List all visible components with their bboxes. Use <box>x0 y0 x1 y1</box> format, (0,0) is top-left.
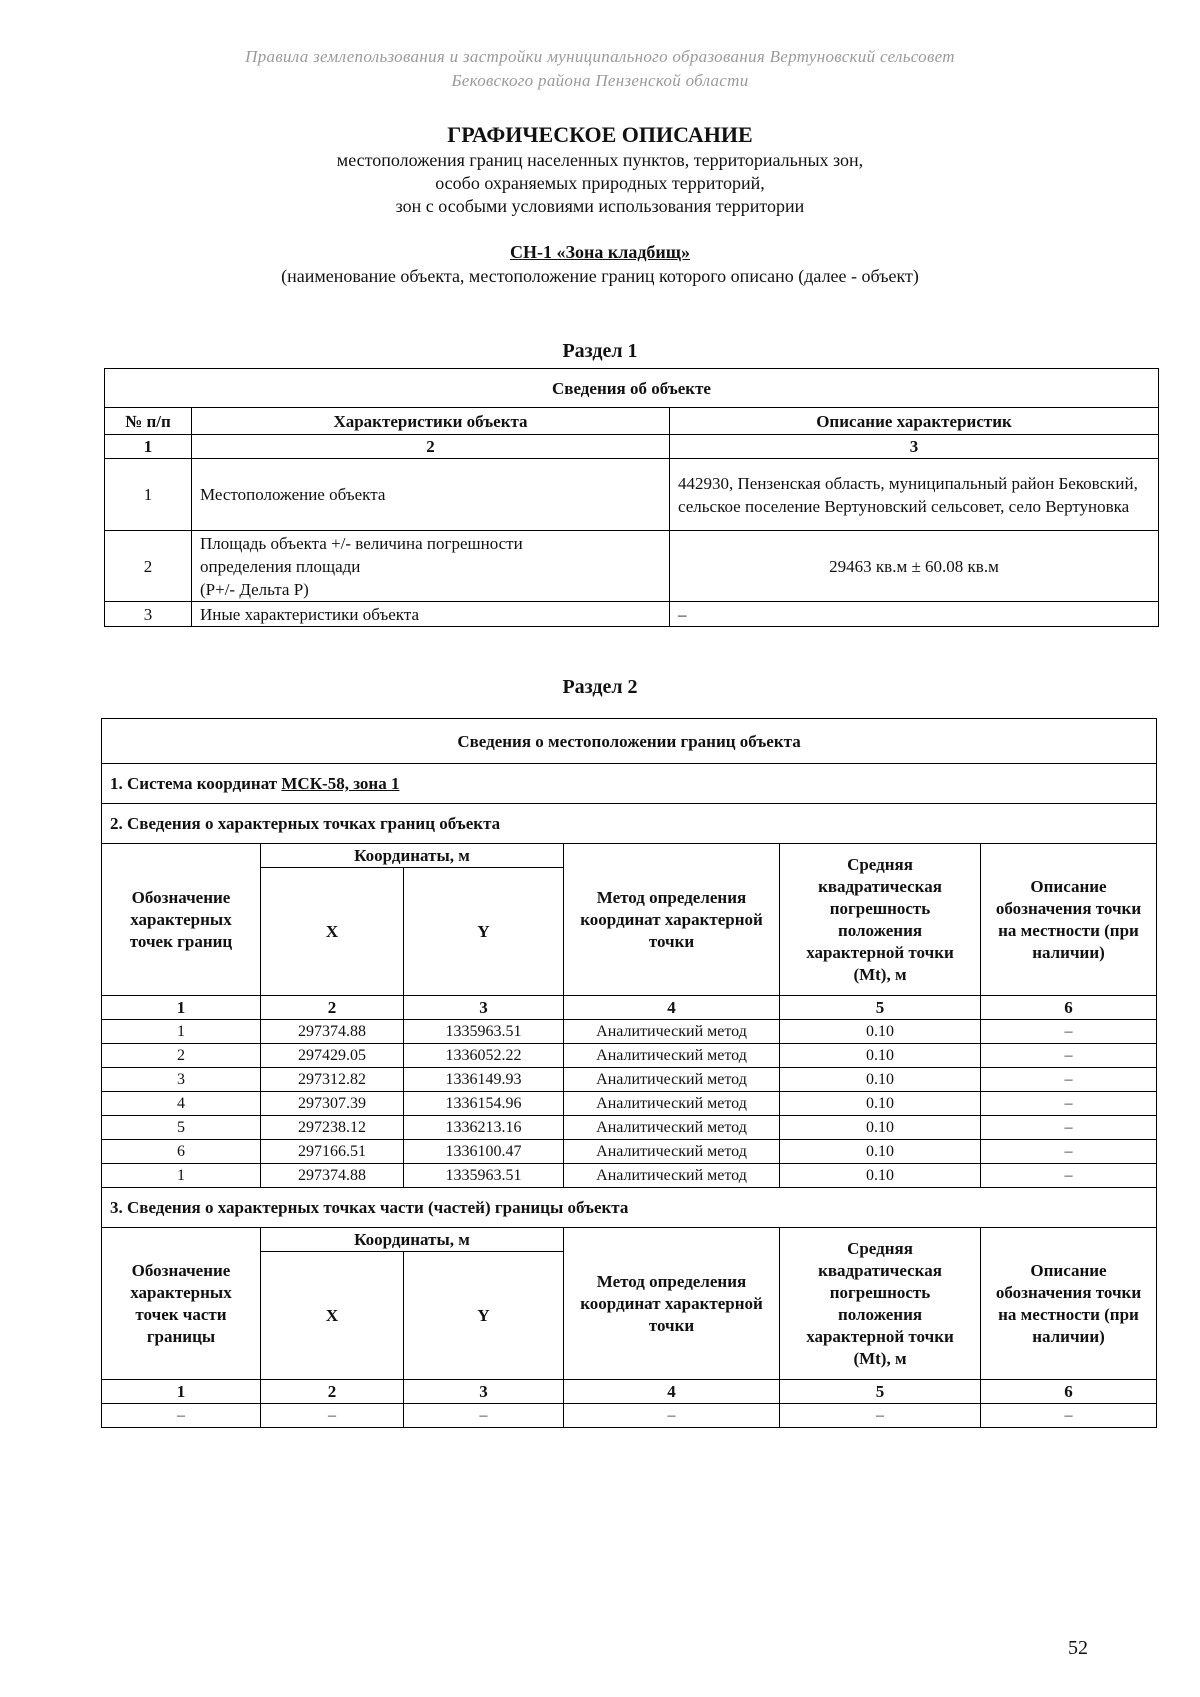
column-number: 2 <box>192 435 670 459</box>
point-id: 2 <box>102 1044 261 1068</box>
point-x: 297374.88 <box>261 1164 404 1188</box>
point-id: 6 <box>102 1140 261 1164</box>
section-2-heading: Раздел 2 <box>562 676 638 698</box>
point-x: 297307.39 <box>261 1092 404 1116</box>
column-number: 1 <box>102 1380 261 1404</box>
subtitle-line-2: особо охраняемых природных территорий, <box>435 173 765 193</box>
subtitle-line-3: зон с особыми условиями использования территории <box>395 196 805 216</box>
point-x: 297374.88 <box>261 1020 404 1044</box>
point-method: Аналитический метод <box>564 1164 780 1188</box>
point-x: 297429.05 <box>261 1044 404 1068</box>
section-1-heading: Раздел 1 <box>562 340 638 362</box>
part-point-id: – <box>102 1404 261 1428</box>
point-id: 1 <box>102 1164 261 1188</box>
row-number: 1 <box>105 459 192 531</box>
table-row <box>102 1020 1157 1044</box>
column-number: 2 <box>261 996 404 1020</box>
point-id: 1 <box>102 1020 261 1044</box>
point-error: 0.10 <box>780 1116 981 1140</box>
header-y: Y <box>404 868 564 996</box>
object-name-caption: (наименование объекта, местоположение границ которого описано (далее - объект) <box>281 266 919 286</box>
point-error: 0.10 <box>780 1092 981 1116</box>
part-point-description: – <box>981 1404 1157 1428</box>
table-row <box>102 1116 1157 1140</box>
point-id: 5 <box>102 1116 261 1140</box>
point-method: Аналитический метод <box>564 1068 780 1092</box>
characteristic-name-line: определения площади <box>200 556 361 576</box>
point-method: Аналитический метод <box>564 1140 780 1164</box>
row-number: 3 <box>105 602 192 627</box>
point-y: 1335963.51 <box>404 1020 564 1044</box>
point-y: 1335963.51 <box>404 1164 564 1188</box>
header-description: Описание обозначения точки на местности (при наличии) <box>981 1228 1157 1380</box>
header-coordinates: Координаты, м <box>261 1228 564 1252</box>
point-description: – <box>981 1164 1157 1188</box>
header-error: Средняя квадратическая погрешность положения характерной точки (Mt), м <box>780 1228 981 1380</box>
point-description: – <box>981 1140 1157 1164</box>
table-title: Сведения об объекте <box>105 369 1159 408</box>
point-description: – <box>981 1092 1157 1116</box>
column-header: № п/п <box>105 408 192 435</box>
column-number: 6 <box>981 996 1157 1020</box>
column-header: Характеристики объекта <box>192 408 670 435</box>
header-method: Метод определения координат характерной точки <box>564 1228 780 1380</box>
point-method: Аналитический метод <box>564 1044 780 1068</box>
point-y: 1336100.47 <box>404 1140 564 1164</box>
point-method: Аналитический метод <box>564 1116 780 1140</box>
coordinate-system-row <box>102 764 1157 804</box>
table-title: Сведения о местоположении границ объекта <box>102 719 1157 764</box>
column-number: 3 <box>404 996 564 1020</box>
point-x: 297166.51 <box>261 1140 404 1164</box>
part-point-method: – <box>564 1404 780 1428</box>
point-method: Аналитический метод <box>564 1020 780 1044</box>
page-number: 52 <box>1068 1637 1088 1659</box>
header-x: X <box>261 1252 404 1380</box>
object-name: СН-1 «Зона кладбищ» <box>509 242 690 262</box>
point-description: – <box>981 1044 1157 1068</box>
characteristic-name <box>192 531 670 602</box>
point-description: – <box>981 1068 1157 1092</box>
header-designation: Обозначение характерных точек части границы <box>102 1228 261 1380</box>
running-header-line-1: Правила землепользования и застройки муниципального образования Вертуновский сельсовет <box>245 47 955 66</box>
row-number: 2 <box>105 531 192 602</box>
parts-subheading: 3. Сведения о характерных точках части (частей) границы объекта <box>102 1188 1157 1228</box>
column-number: 5 <box>780 1380 981 1404</box>
column-number: 1 <box>105 435 192 459</box>
header-method: Метод определения координат характерной точки <box>564 844 780 996</box>
characteristic-value: 442930, Пензенская область, муниципальный район Бековский, сельское поселение Вертуновский сельсовет, село Вертуновка <box>670 459 1159 531</box>
part-point-x: – <box>261 1404 404 1428</box>
header-error: Средняя квадратическая погрешность положения характерной точки (Mt), м <box>780 844 981 996</box>
header-x: X <box>261 868 404 996</box>
column-number: 4 <box>564 996 780 1020</box>
running-header-line-2: Бековского района Пензенской области <box>451 71 749 90</box>
boundary-points-table <box>101 718 1157 1428</box>
point-error: 0.10 <box>780 1020 981 1044</box>
point-y: 1336213.16 <box>404 1116 564 1140</box>
point-description: – <box>981 1116 1157 1140</box>
table-row <box>102 1044 1157 1068</box>
subtitle-line-1: местоположения границ населенных пунктов, территориальных зон, <box>336 150 864 170</box>
point-id: 4 <box>102 1092 261 1116</box>
point-error: 0.10 <box>780 1164 981 1188</box>
point-y: 1336052.22 <box>404 1044 564 1068</box>
point-description: – <box>981 1020 1157 1044</box>
point-error: 0.10 <box>780 1140 981 1164</box>
object-info-table <box>104 368 1159 627</box>
column-header: Описание характеристик <box>670 408 1159 435</box>
point-id: 3 <box>102 1068 261 1092</box>
table-row <box>102 1404 1157 1428</box>
column-number: 3 <box>404 1380 564 1404</box>
column-number: 6 <box>981 1380 1157 1404</box>
points-subheading: 2. Сведения о характерных точках границ объекта <box>102 804 1157 844</box>
coordinate-system-label: 1. Система координат <box>110 774 278 793</box>
column-number: 1 <box>102 996 261 1020</box>
point-error: 0.10 <box>780 1068 981 1092</box>
coordinate-system-value: МСК-58, зона 1 <box>281 774 400 793</box>
characteristic-name: Местоположение объекта <box>192 459 670 531</box>
characteristic-value: 29463 кв.м ± 60.08 кв.м <box>670 531 1159 602</box>
point-method: Аналитический метод <box>564 1092 780 1116</box>
table-row <box>102 1164 1157 1188</box>
header-coordinates: Координаты, м <box>261 844 564 868</box>
table-row <box>102 1092 1157 1116</box>
header-designation: Обозначение характерных точек границ <box>102 844 261 996</box>
point-error: 0.10 <box>780 1044 981 1068</box>
part-point-error: – <box>780 1404 981 1428</box>
part-point-y: – <box>404 1404 564 1428</box>
characteristic-name: Иные характеристики объекта <box>192 602 670 627</box>
header-y: Y <box>404 1252 564 1380</box>
column-number: 4 <box>564 1380 780 1404</box>
characteristic-name-line: (P+/- Дельта P) <box>200 579 309 599</box>
document-title: ГРАФИЧЕСКОЕ ОПИСАНИЕ <box>447 122 753 147</box>
column-number: 5 <box>780 996 981 1020</box>
point-y: 1336154.96 <box>404 1092 564 1116</box>
point-y: 1336149.93 <box>404 1068 564 1092</box>
column-number: 2 <box>261 1380 404 1404</box>
header-description: Описание обозначения точки на местности (при наличии) <box>981 844 1157 996</box>
column-number: 3 <box>670 435 1159 459</box>
table-row <box>102 1140 1157 1164</box>
point-x: 297312.82 <box>261 1068 404 1092</box>
characteristic-value: – <box>670 602 1159 627</box>
table-row <box>102 1068 1157 1092</box>
point-x: 297238.12 <box>261 1116 404 1140</box>
characteristic-name-line: Площадь объекта +/- величина погрешности <box>200 533 523 553</box>
